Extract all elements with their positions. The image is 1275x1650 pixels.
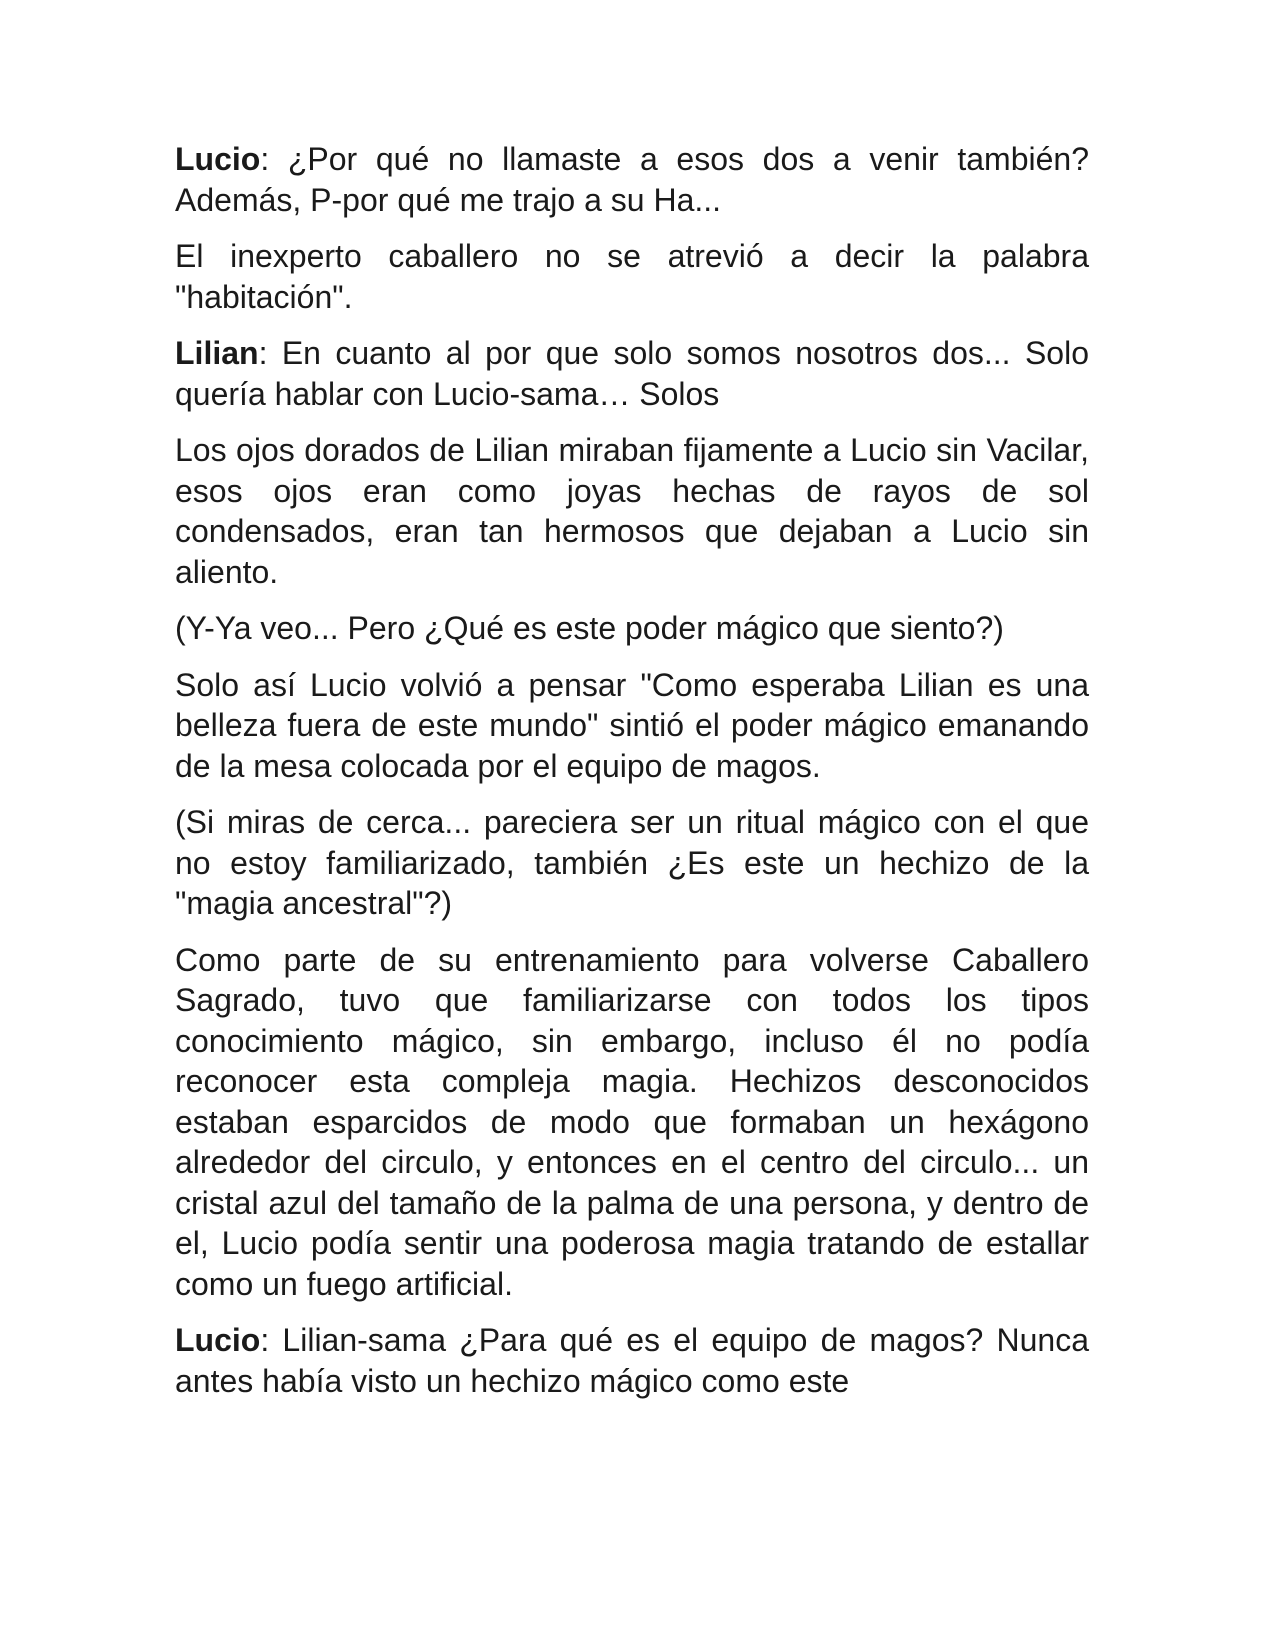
dialogue-paragraph bbox=[175, 139, 1089, 220]
dialogue-paragraph bbox=[175, 1320, 1089, 1401]
paragraph-text: Los ojos dorados de Lilian miraban fijamente a Lucio sin Vacilar, esos ojos eran como joyas hechas de rayos de sol condensados, eran tan hermosos que dejaban a Lucio sin aliento. bbox=[175, 432, 1089, 590]
paragraph-text: : ¿Por qué no llamaste a esos dos a venir también? Además, P-por qué me trajo a su Ha... bbox=[175, 141, 1089, 218]
paragraph-text: : Lilian-sama ¿Para qué es el equipo de magos? Nunca antes había visto un hechizo mágico como este bbox=[175, 1322, 1089, 1399]
paragraph-text: (Y-Ya veo... Pero ¿Qué es este poder mágico que siento?) bbox=[175, 610, 1004, 646]
dialogue-paragraph bbox=[175, 333, 1089, 414]
paragraph-text: (Si miras de cerca... pareciera ser un ritual mágico con el que no estoy familiarizado, también ¿Es este un hechizo de la "magia ancestral"?) bbox=[175, 804, 1089, 921]
document-page bbox=[175, 139, 1089, 1417]
narration-paragraph bbox=[175, 430, 1089, 592]
narration-paragraph bbox=[175, 940, 1089, 1305]
paragraph-text: : En cuanto al por que solo somos nosotros dos... Solo quería hablar con Lucio-sama… Solos bbox=[175, 335, 1089, 412]
speaker-name: Lilian bbox=[175, 335, 259, 371]
paragraph-text: El inexperto caballero no se atrevió a decir la palabra "habitación". bbox=[175, 238, 1089, 315]
paragraph-text: Como parte de su entrenamiento para volverse Caballero Sagrado, tuvo que familiarizarse con todos los tipos conocimiento mágico, sin embargo, incluso él no podía reconocer esta compleja magia. Hechizos desconocidos estaban esparcidos de modo que formaban un hexágono alrededor del circulo, y entonces en el centro del circulo... un cristal azul del tamaño de la palma de una persona, y dentro de el, Lucio podía sentir una poderosa magia tratando de estallar como un fuego artificial. bbox=[175, 941, 1089, 1302]
thought-paragraph bbox=[175, 608, 1089, 649]
paragraph-text: Solo así Lucio volvió a pensar "Como esperaba Lilian es una belleza fuera de este mundo" sintió el poder mágico emanando de la mesa colocada por el equipo de magos. bbox=[175, 666, 1089, 784]
thought-paragraph bbox=[175, 802, 1089, 924]
narration-paragraph bbox=[175, 665, 1089, 787]
narration-paragraph bbox=[175, 236, 1089, 317]
speaker-name: Lucio bbox=[175, 141, 261, 177]
speaker-name: Lucio bbox=[175, 1322, 261, 1358]
